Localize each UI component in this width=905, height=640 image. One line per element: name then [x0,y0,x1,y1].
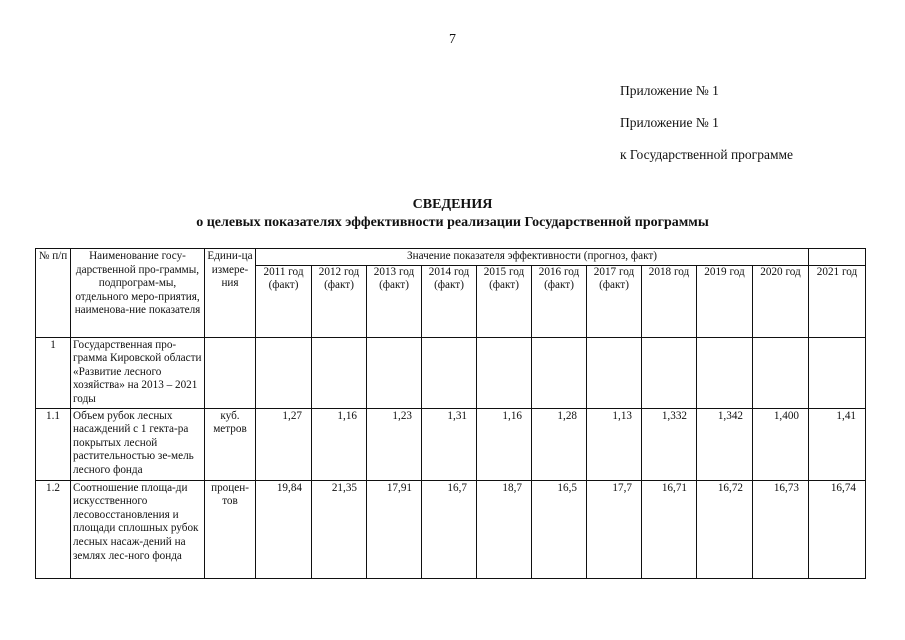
table-row [36,408,866,480]
row-value [697,337,753,408]
row-value: 1,31 [422,408,477,480]
header-num: № п/п [36,249,71,338]
row-value [367,337,422,408]
header-year-2019: 2019 год [697,265,753,337]
row-name: Соотношение площа-ди искусственного лесовосстановления и площади сплошных рубок лесных насаж-дений на землях лес-ного фонда [71,480,205,578]
row-value: 16,5 [532,480,587,578]
row-value: 1,400 [753,408,809,480]
document-title: СВЕДЕНИЯ [412,197,493,212]
row-num: 1.2 [36,480,71,578]
appendix-line-2: Приложение № 1 [620,115,719,130]
row-value [477,337,532,408]
header-year-2020: 2020 год [753,265,809,337]
row-value: 21,35 [312,480,367,578]
header-name: Наименование госу-дарственной про-граммы, подпрограм-мы, отдельного меро-приятия, наименова-ние показателя [71,249,205,338]
document-subtitle: о целевых показателях эффективности реализации Государственной программы [196,215,709,230]
row-value [256,337,312,408]
row-value: 18,7 [477,480,532,578]
row-value: 17,91 [367,480,422,578]
row-value [422,337,477,408]
row-value: 1,27 [256,408,312,480]
header-year-2013: 2013 год (факт) [367,265,422,337]
header-year-2015: 2015 год (факт) [477,265,532,337]
row-value: 16,74 [809,480,866,578]
row-name: Государственная про-грамма Кировской области «Развитие лесного хозяйства» на 2013 – 2021 годы [71,337,205,408]
row-value: 1,16 [312,408,367,480]
row-value: 1,13 [587,408,642,480]
row-value [312,337,367,408]
table-row [36,480,866,578]
row-value: 19,84 [256,480,312,578]
row-unit: куб. метров [205,408,256,480]
row-value: 1,41 [809,408,866,480]
header-values-group: Значение показателя эффективности (прогноз, факт) [256,249,809,266]
row-value: 1,16 [477,408,532,480]
row-value: 1,332 [642,408,697,480]
row-value [753,337,809,408]
table-row [36,337,866,408]
row-value: 16,71 [642,480,697,578]
header-year-2017: 2017 год (факт) [587,265,642,337]
header-unit: Едини-ца измере-ния [205,249,256,338]
header-year-2012: 2012 год (факт) [312,265,367,337]
header-year-2021: 2021 год [809,265,866,337]
row-value: 17,7 [587,480,642,578]
row-name: Объем рубок лесных насаждений с 1 гекта-ра покрытых лесной растительностью зе-мель лесного фонда [71,408,205,480]
header-year-2018: 2018 год [642,265,697,337]
header-empty-cell [809,249,866,266]
page-number: 7 [449,32,456,47]
row-value: 16,7 [422,480,477,578]
row-num: 1 [36,337,71,408]
row-num: 1.1 [36,408,71,480]
row-value: 1,342 [697,408,753,480]
row-value [642,337,697,408]
row-value: 16,73 [753,480,809,578]
header-year-2014: 2014 год (факт) [422,265,477,337]
row-value: 1,28 [532,408,587,480]
row-value: 16,72 [697,480,753,578]
appendix-line-3: к Государственной программе [620,147,794,162]
indicators-table [35,248,866,579]
row-unit [205,337,256,408]
row-value [587,337,642,408]
row-unit: процен-тов [205,480,256,578]
header-year-2011: 2011 год (факт) [256,265,312,337]
header-year-2016: 2016 год (факт) [532,265,587,337]
row-value: 1,23 [367,408,422,480]
row-value [532,337,587,408]
appendix-line-1: Приложение № 1 [620,83,719,98]
row-value [809,337,866,408]
